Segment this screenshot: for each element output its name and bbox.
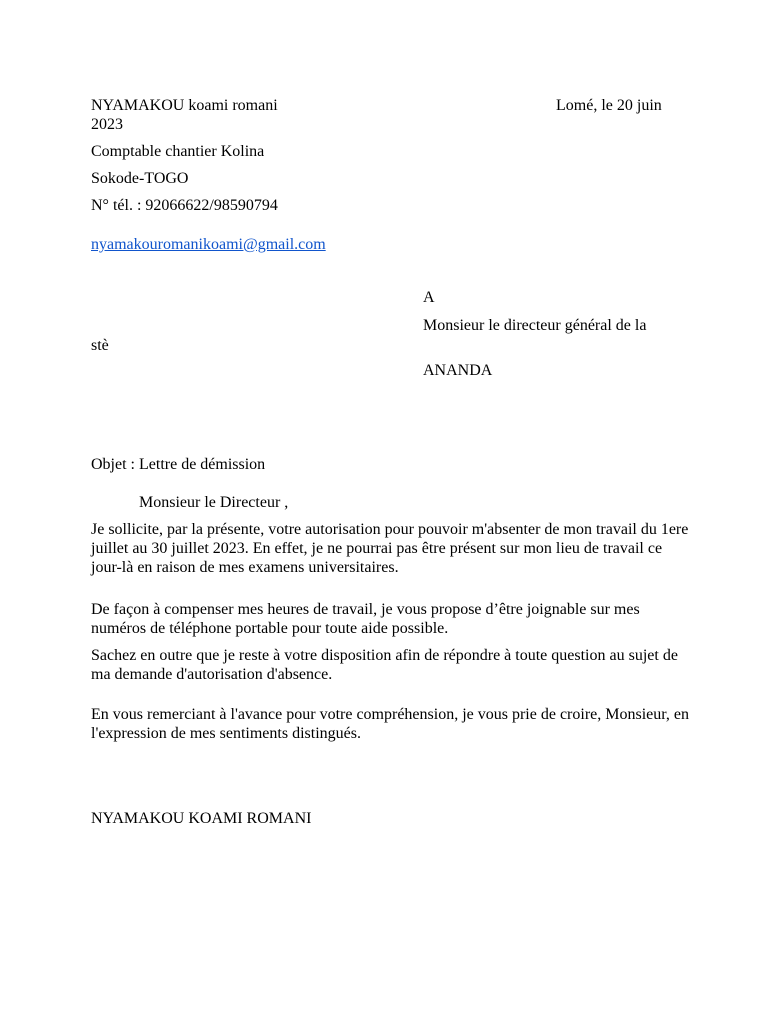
- recipient-prefix: A: [423, 289, 435, 306]
- sender-email-link[interactable]: nyamakouromanikoami@gmail.com: [91, 236, 326, 253]
- sender-role: Comptable chantier Kolina: [91, 143, 265, 160]
- recipient-title: Monsieur le directeur général de la: [423, 317, 647, 334]
- letter-paragraph: En vous remerciant à l'avance pour votre compréhension, je vous prie de croire, Monsieur, en l'expression de mes sentiments distingués.: [91, 706, 690, 742]
- letter-date-year: 2023: [91, 116, 123, 133]
- recipient-company: ANANDA: [423, 362, 493, 379]
- letter-paragraph: Sachez en outre que je reste à votre disposition afin de répondre à toute question au sujet de ma demande d'autorisation d'absence.: [91, 647, 678, 683]
- letter-signature: NYAMAKOU KOAMI ROMANI: [91, 810, 312, 827]
- letter-place-date: Lomé, le 20 juin: [556, 97, 662, 114]
- letter-salutation: Monsieur le Directeur ,: [139, 494, 289, 511]
- letter-paragraph: De façon à compenser mes heures de travail, je vous propose d’être joignable sur mes numéros de téléphone portable pour toute aide possible.: [91, 601, 640, 637]
- letter-paragraph: Je sollicite, par la présente, votre autorisation pour pouvoir m'absenter de mon travail du 1ere juillet au 30 juillet 2023. En effet, je ne pourrai pas être présent sur mon lieu de travail ce jour-là en raison de mes examens universitaires.: [91, 521, 689, 576]
- recipient-title-continued: stè: [91, 337, 109, 354]
- sender-city: Sokode-TOGO: [91, 170, 189, 187]
- sender-phone: N° tél. : 92066622/98590794: [91, 197, 278, 214]
- letter-subject: Objet : Lettre de démission: [91, 456, 266, 473]
- sender-name: NYAMAKOU koami romani: [91, 97, 278, 114]
